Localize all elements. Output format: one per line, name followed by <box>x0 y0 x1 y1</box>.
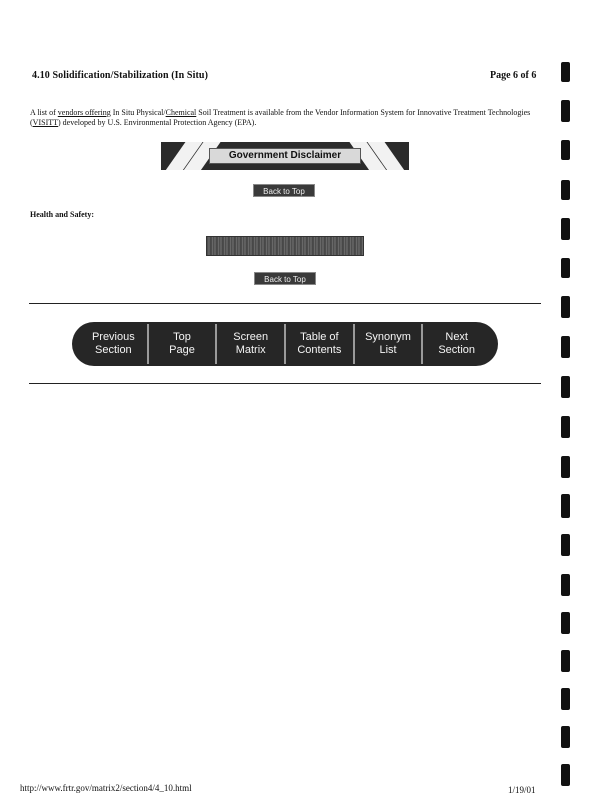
nav-label-line2: Contents <box>297 344 342 356</box>
top-page-button[interactable] <box>147 324 216 364</box>
nav-label-line2: Matrix <box>235 344 266 356</box>
intro-text-3: Soil Treatment is available from the Vendor Information System for Innovative Treatment Technologies ( <box>30 108 531 127</box>
scan-edge-mark <box>561 726 570 748</box>
nav-label-line2: Section <box>438 344 476 356</box>
divider <box>29 383 541 384</box>
next-section-button[interactable] <box>421 324 490 364</box>
government-disclaimer-banner[interactable] <box>161 142 409 170</box>
back-to-top-button[interactable]: Back to Top <box>254 272 316 285</box>
intro-text-4: ) developed by U.S. Environmental Protection Agency (EPA). <box>58 118 257 127</box>
nav-label-line1: Table of <box>300 331 339 343</box>
page-title: 4.10 Solidification/Stabilization (In Situ) <box>32 70 208 81</box>
scan-edge-mark <box>561 140 570 160</box>
scan-edge-mark <box>561 376 570 398</box>
scan-edge-mark <box>561 688 570 710</box>
scan-edge-mark <box>561 456 570 478</box>
back-to-top-button[interactable]: Back to Top <box>253 184 315 197</box>
scan-edge-mark <box>561 296 570 318</box>
scan-edge-mark <box>561 100 570 122</box>
nav-label-line1: Synonym <box>365 331 411 343</box>
disclaimer-label-box <box>209 148 361 164</box>
footer-date: 1/19/01 <box>508 785 536 795</box>
divider <box>29 303 541 304</box>
page-number: Page 6 of 6 <box>490 70 537 81</box>
table-of-contents-button[interactable] <box>284 324 353 364</box>
scan-edge-mark <box>561 764 570 786</box>
intro-paragraph <box>30 108 540 128</box>
nav-label-line1: Top <box>173 331 191 343</box>
vendors-link[interactable]: vendors offering <box>57 108 111 117</box>
chemical-link[interactable]: Chemical <box>165 108 197 117</box>
nav-label-line1: Previous <box>91 331 135 343</box>
scan-edge-mark <box>561 258 570 278</box>
scan-edge-mark <box>561 218 570 240</box>
footer-url: http://www.frtr.gov/matrix2/section4/4_10.html <box>20 783 192 793</box>
intro-text-1: A list of <box>30 108 58 117</box>
health-safety-banner[interactable] <box>206 236 364 256</box>
scan-edge-mark <box>561 612 570 634</box>
intro-text-2: In Situ Physical/ <box>110 108 166 117</box>
scan-edge-mark <box>561 336 570 358</box>
screen-matrix-button[interactable] <box>215 324 284 364</box>
scan-edge-mark <box>561 62 570 82</box>
scan-edge-mark <box>561 416 570 438</box>
scan-edge-mark <box>561 574 570 596</box>
disclaimer-label: Government Disclaimer <box>228 150 342 161</box>
nav-label-line2: List <box>379 344 397 356</box>
section-navigation-bar <box>72 322 498 366</box>
nav-label-line1: Screen <box>233 331 269 343</box>
scan-edge-mark <box>561 534 570 556</box>
previous-section-button[interactable] <box>80 324 147 364</box>
synonym-list-button[interactable] <box>353 324 422 364</box>
health-safety-heading: Health and Safety: <box>30 210 94 219</box>
visitt-link[interactable]: VISITT <box>32 118 58 127</box>
nav-label-line2: Page <box>169 344 195 356</box>
nav-label-line1: Next <box>445 331 468 343</box>
nav-label-line2: Section <box>94 344 132 356</box>
scan-edge-mark <box>561 650 570 672</box>
scan-edge-mark <box>561 180 570 200</box>
scan-edge-mark <box>561 494 570 518</box>
